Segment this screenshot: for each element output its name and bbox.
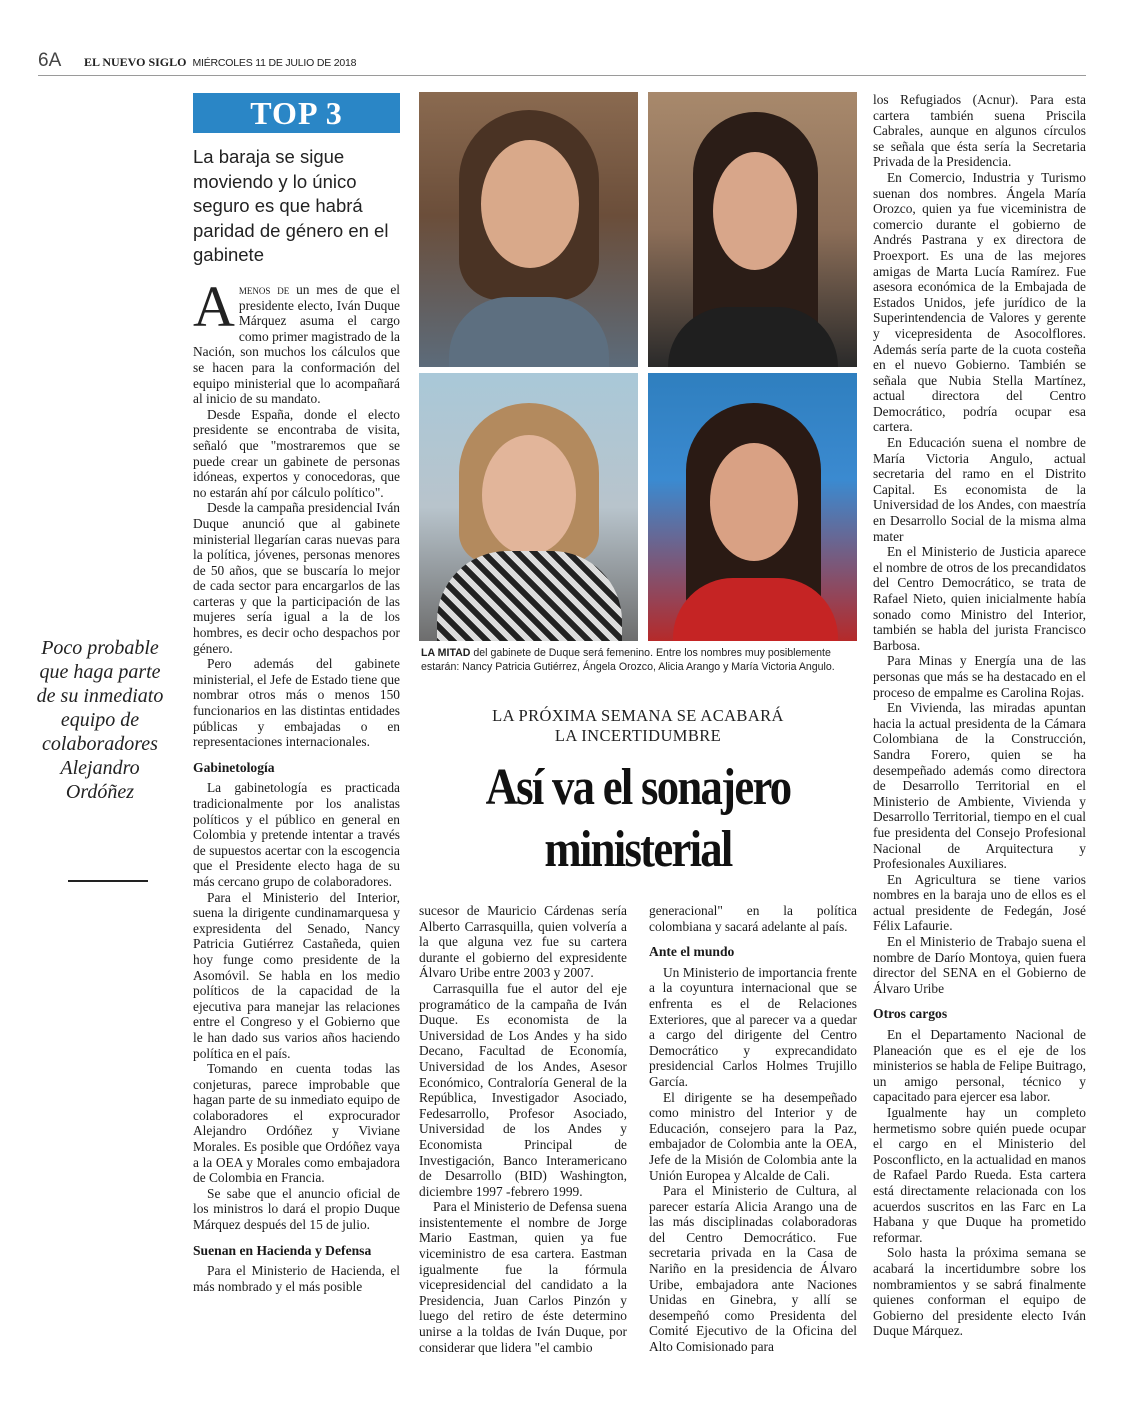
article-lead: La baraja se sigue moviendo y lo único seguro es que habrá paridad de género en el gabinete: [193, 146, 389, 265]
paragraph: En el Ministerio de Trabajo suena el nombre de Darío Montoya, quien fuera director del SENA en el Gobierno de Álvaro Uribe: [873, 934, 1086, 996]
paragraph: En Comercio, Industria y Turismo suenan dos nombres. Ángela María Orozco, quien ya fue viceministra de comercio durante el gobierno de Andrés Pastrana y ex directora de Proexport. Es una de las mejores amigas de Marta Lucía Ramírez. Fue asesora económica de la Embajada de Estados Unidos, jefe jurídico de la Superintendencia de Valores y gerente y vicepresidenta de Asocolflores. Además sería parte de la cuota costeña en el nuevo Gobierno. También se señala que Nubia Stella Martínez, actual directora del Centro Democrático, podría ocupar esa cartera.: [873, 169, 1086, 435]
drop-cap: A: [193, 274, 235, 339]
pull-quote: Poco probable que haga parte de su inmediato equipo de colaboradores Alejandro Ordóñez: [36, 637, 164, 803]
paragraph: los Refugiados (Acnur). Para esta cartera también suena Priscila Cabrales, aunque en algunos círculos se señala que ésta sería la Secretaria Privada de la Presidencia.: [873, 92, 1086, 170]
paragraph: La gabinetología es practicada tradicionalmente por los analistas políticos y el público en general en Colombia y pretende intentar a través de supuestos acertar con la escogencia que el Presidente electo haga de su más cercano grupo de colaboradores.: [193, 780, 400, 889]
paragraph-text: un mes de que el presidente electo, Iván Duque Márquez asuma el cargo como primer magistrado de la Nación, son muchos los cálculos que se hacen para la conformación del equipo ministerial que lo acompañará al inicio de su mandato.: [193, 282, 400, 407]
paragraph: Para Minas y Energía una de las personas que más se ha destacado en el proceso de empalme es Carolina Rojas.: [873, 653, 1086, 700]
issue-date: MIÉRCOLES 11 DE JULIO DE 2018: [192, 57, 357, 69]
paragraph: Para el Ministerio de Hacienda, el más nombrado y el más posible: [193, 1263, 400, 1294]
subheading: Ante el mundo: [649, 944, 735, 960]
opening-words: menos de: [238, 282, 290, 297]
kicker-line-1: LA PRÓXIMA SEMANA SE ACABARÁ: [492, 706, 784, 725]
paragraph: Pero además del gabinete ministerial, el Jefe de Estado tiene que nombrar otros más o menos 150 funcionarios en las distintas entidades públicas y embajadas o en representaciones internacionales.: [193, 656, 400, 750]
paragraph: Solo hasta la próxima semana se acabará la incertidumbre sobre los nombramientos y se sabrá finalmente quienes conforman el equipo de Gobierno del presidente electo Iván Duque Márquez.: [873, 1245, 1086, 1339]
paragraph: En el Ministerio de Justicia aparece el nombre de otros de los precandidatos del Centro Democrático, se trata de Rafael Nieto, quien inicialmente había sonado como Ministro del Interior, también se habla del jurista Francisco Barbosa.: [873, 544, 1086, 653]
subheading: Otros cargos: [873, 1006, 948, 1022]
paragraph: Desde España, donde el electo presidente se encontraba de visita, señaló que "mostraremos que se puede crear un gabinete de personas idóneas, expertos y conocedoras, que no estarán ahí por cálculo político".: [193, 406, 400, 500]
subheading: Gabinetología: [193, 759, 275, 775]
masthead: [84, 55, 356, 70]
paragraph: El dirigente se ha desempeñado como ministro del Interior y de Educación, consejero para la Paz, embajador de Colombia ante la OEA, Jefe de la Misión de Colombia ante la Unión Europea y Alcalde de Cali.: [649, 1089, 857, 1183]
article-column-2: [419, 903, 627, 1355]
article-column-3: [649, 903, 857, 1355]
kicker-line-2: LA INCERTIDUMBRE: [554, 726, 722, 745]
paragraph: Igualmente hay un completo hermetismo sobre quién puede ocupar el cargo en el Ministerio del Posconflicto, en la actualidad en manos de Rafael Pardo Rueda. Esta cartera está directamente relacionada con los acuerdos suscritos en las Farc en La Habana y que Duque ha prometido reformar.: [873, 1105, 1086, 1245]
paragraph: sucesor de Mauricio Cárdenas sería Alberto Carrasquilla, quien volvería a la que alguna vez fue su cartera durante el gobierno del expresidente Álvaro Uribe entre 2003 y 2007.: [419, 903, 627, 981]
paragraph: Carrasquilla fue el autor del eje programático de la campaña de Iván Duque. Es economista de la Universidad de Los Andes y ha sido Decano, Facultad de Economía, Universidad de los Andes, Asesor Económico, Contraloría General de la República, Investigador Asociado, Fedesarrollo, Profesor Asociado, Universidad de los Andes y Economista Principal de Investigación, Banco Interamericano de Desarrollo (BID) Washington, diciembre 1997 -febrero 1999.: [419, 980, 627, 1199]
page-number: 6A: [38, 50, 62, 71]
article-column-4: [873, 92, 1086, 1339]
paragraph: generacional" en la política colombiana y sacará adelante al país.: [649, 903, 857, 934]
page-header: [38, 50, 1086, 76]
photo-portrait-4: [648, 373, 857, 641]
paragraph: [193, 274, 400, 407]
top3-badge: TOP 3: [193, 93, 400, 133]
paragraph: Desde la campaña presidencial Iván Duque anunció que al gabinete ministerial llegarían caras nuevas para la política, jóvenes, personas menores de 50 años, que se buscaría lo mejor de cada sector para encargarlos de las carteras y que la participación de las mujeres sería igual a la de los hombres, es decir ocho despachos por género.: [193, 500, 400, 656]
photo-portrait-2: [648, 92, 857, 367]
paragraph: Para el Ministerio de Defensa suena insistentemente el nombre de Jorge Mario Eastman, quien ya fue viceministro de esa cartera. Eastman igualmente fue la fórmula vicepresidencial del candidato a la Presidencia, Juan Carlos Pinzón y luego del retiro de éste determino unirse a la toldas de Iván Duque, por considerar que lidera "el cambio: [419, 1199, 627, 1355]
paragraph: Tomando en cuenta todas las conjeturas, parece improbable que hagan parte de su inmediato equipo de colaboradores el exprocurador Alejandro Ordóñez y Viviane Morales. Es posible que Ordóñez vaya a la OEA y Morales como embajadora de Colombia en Francia.: [193, 1061, 400, 1186]
kicker: [419, 706, 857, 746]
headline-line-1: Así va el sonajero: [485, 759, 791, 816]
paragraph: Se sabe que el anuncio oficial de los ministros lo dará el propio Duque Márquez después del 15 de julio.: [193, 1185, 400, 1233]
photo-portrait-1: [419, 92, 638, 367]
paragraph: Para el Ministerio del Interior, suena la dirigente cundinamarquesa y expresidenta del Senado, Nancy Patricia Gutiérrez Castañeda, quien hoy funge como presidente de la Asomóvil. Se habla en los medio políticos de la capacidad de la ejecutiva para manejar las relaciones entre el Congreso y el Gobierno que le han dado sus varios años haciendo política en el país.: [193, 889, 400, 1061]
subheading: Suenan en Hacienda y Defensa: [193, 1242, 372, 1258]
paragraph: En el Departamento Nacional de Planeación que es el eje de los ministerios se habla de Felipe Buitrago, un amigo personal, técnico y capacitado para ejercer esa labor.: [873, 1027, 1086, 1105]
paragraph: Para el Ministerio de Cultura, al parecer estaría Alicia Arango una de las más disciplinadas colaboradoras del Centro Democrático. Fue secretaria privada en la Casa de Nariño en la presidencia de Álvaro Uribe, embajadora ante Naciones Unidas en Ginebra, y allí se desempeñó como Presidenta del Comité Ejecutivo de la Oficina del Alto Comisionado para: [649, 1183, 857, 1355]
caption-lead: LA MITAD: [421, 647, 471, 659]
photo-portrait-3: [419, 373, 638, 641]
paragraph: En Agricultura se tiene varios nombres en la baraja uno de ellos es el actual presidente de Fedegán, José Félix Lafaurie.: [873, 871, 1086, 934]
article-column-1: [193, 274, 400, 1294]
paper-name: EL NUEVO SIGLO: [84, 55, 187, 69]
caption-text: del gabinete de Duque será femenino. Entre los nombres muy posiblemente estarán: Nancy Patricia Gutiérrez, Ángela Orozco, Alicia Arango y María Victoria Angulo.: [421, 647, 835, 673]
paragraph: En Vivienda, las miradas apuntan hacia la actual presidenta de la Cámara Colombiana de la Construcción, Sandra Forero, quien se ha desempeñado además como directora de Desarrollo Territorial en el Ministerio de Ambiente, Vivienda y Desarrollo Territorial, tiempo en el cual fue presidenta del Consejo Profesional Nacional de Arquitectura y Profesionales Auxiliares.: [873, 700, 1086, 872]
paragraph: Un Ministerio de importancia frente a la coyuntura internacional que se enfrenta es el de Relaciones Exteriores, que al parecer va a quedar a cargo del dirigente del Centro Democrático y exprecandidato presidencial Carlos Holmes Trujillo García.: [649, 964, 857, 1089]
headline: [450, 757, 827, 881]
headline-line-2: ministerial: [544, 821, 732, 878]
photo-caption: [421, 646, 857, 674]
paragraph: En Educación suena el nombre de María Victoria Angulo, actual secretaria del ramo en el Distrito Capital. Es economista de la Universidad de los Andes, con maestría en Desarrollo Social de la misma alma mater: [873, 435, 1086, 544]
pull-quote-rule: [68, 880, 148, 882]
